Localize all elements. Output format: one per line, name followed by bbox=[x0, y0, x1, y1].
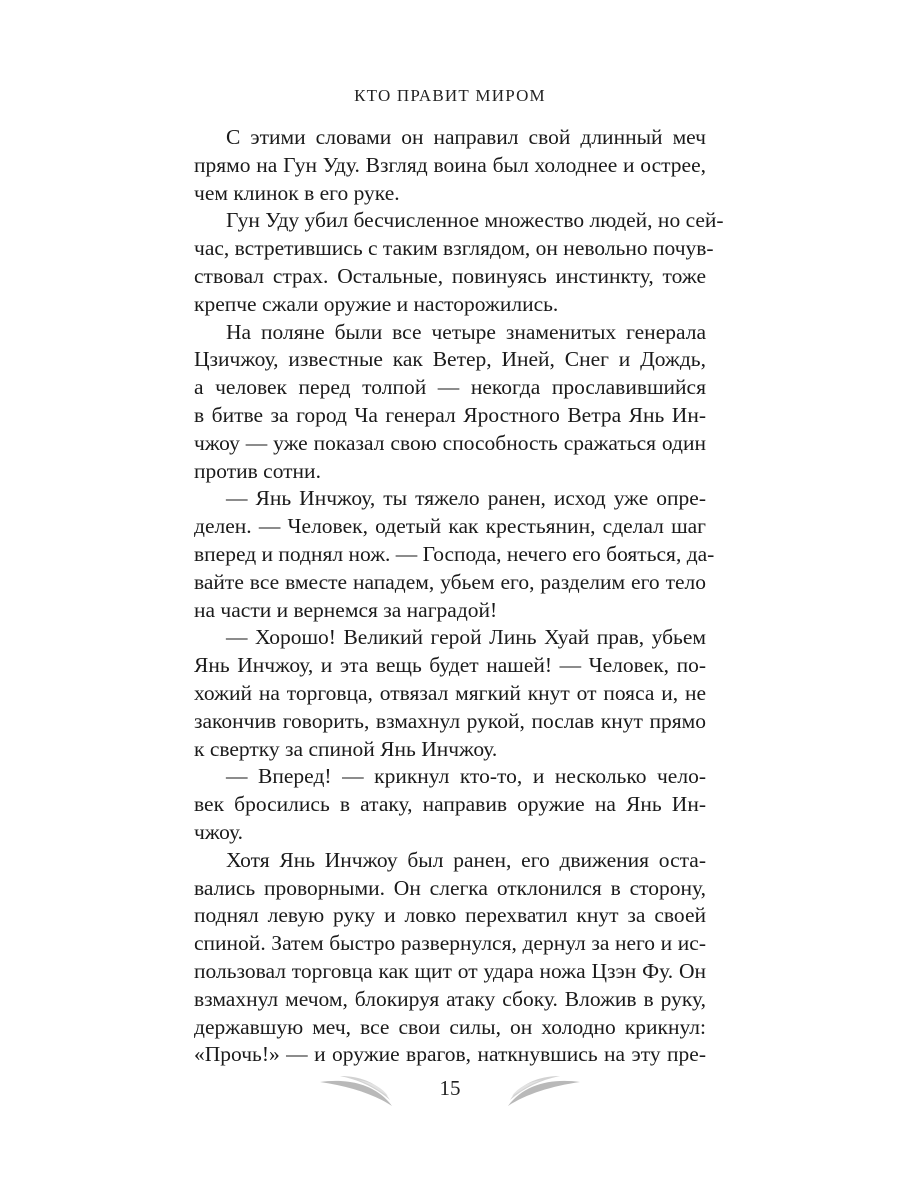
page-number: 15 bbox=[439, 1076, 461, 1100]
text-line: На поляне были все четыре знаменитых генерала bbox=[226, 319, 706, 344]
text-line: закончив говорить, взмахнул рукой, послав кнут прямо bbox=[194, 708, 706, 733]
text-line: Гун Уду убил бесчисленное множество людей, но сей- bbox=[226, 208, 724, 233]
text-line: крепче сжали оружие и насторожились. bbox=[194, 291, 559, 316]
text-line: чжоу — уже показал свою способность сражаться один bbox=[194, 430, 706, 455]
text-line: пользовал торговца как щит от удара ножа Цзэн Фу. Он bbox=[194, 958, 706, 983]
text-line: делен. — Человек, одетый как крестьянин, сделал шаг bbox=[194, 514, 706, 539]
text-line: век бросились в атаку, направив оружие на Янь Ин- bbox=[194, 792, 706, 817]
text-line: спиной. Затем быстро развернулся, дернул за него и ис- bbox=[194, 931, 706, 956]
text-line: прямо на Гун Уду. Взгляд воина был холоднее и острее, bbox=[194, 152, 706, 177]
text-line: поднял левую руку и ловко перехватил кнут за своей bbox=[194, 903, 706, 928]
text-line: чжоу. bbox=[194, 819, 244, 844]
body-text bbox=[194, 124, 724, 1069]
text-line: державшую меч, все свои силы, он холодно крикнул: bbox=[194, 1014, 706, 1039]
text-line: — Янь Инчжоу, ты тяжело ранен, исход уже опре- bbox=[226, 486, 706, 511]
text-line: Цзичжоу, известные как Ветер, Иней, Снег и Дождь, bbox=[194, 347, 706, 372]
text-line: С этими словами он направил свой длинный меч bbox=[226, 125, 706, 149]
text-line: чем клинок в его руке. bbox=[194, 180, 400, 205]
text-line: — Вперед! — крикнул кто-то, и несколько чело- bbox=[226, 764, 706, 789]
page-footer bbox=[0, 1070, 900, 1110]
text-line: вались проворными. Он слегка отклонился в сторону, bbox=[194, 875, 706, 900]
text-line: Хотя Янь Инчжоу был ранен, его движения оста- bbox=[226, 847, 706, 872]
text-line: в битве за город Ча генерал Яростного Ветра Янь Ин- bbox=[194, 402, 706, 427]
leaf-swash-right-icon bbox=[470, 1070, 582, 1115]
text-line: «Прочь!» — и оружие врагов, наткнувшись на эту пре- bbox=[194, 1042, 706, 1067]
text-line: Янь Инчжоу, и эта вещь будет нашей! — Человек, по- bbox=[194, 653, 706, 678]
text-line: час, встретившись с таким взглядом, он невольно почув- bbox=[194, 236, 714, 261]
text-line: хожий на торговца, отвязал мягкий кнут от пояса и, не bbox=[194, 680, 706, 705]
text-line: вайте все вместе нападем, убьем его, разделим его тело bbox=[194, 569, 706, 594]
text-line: а человек перед толпой — некогда прославившийся bbox=[194, 375, 706, 400]
text-line: на части и вернемся за наградой! bbox=[194, 597, 498, 622]
text-line: к свертку за спиной Янь Инчжоу. bbox=[194, 736, 498, 761]
text-line: — Хорошо! Великий герой Линь Хуай прав, убьем bbox=[226, 625, 706, 650]
running-head: КТО ПРАВИТ МИРОМ bbox=[354, 86, 546, 105]
text-line: против сотни. bbox=[194, 458, 321, 483]
text-line: вперед и поднял нож. — Господа, нечего его бояться, да- bbox=[194, 541, 715, 566]
text-line: взмахнул мечом, блокируя атаку сбоку. Вложив в руку, bbox=[194, 986, 706, 1011]
text-line: ствовал страх. Остальные, повинуясь инстинкту, тоже bbox=[194, 263, 706, 288]
